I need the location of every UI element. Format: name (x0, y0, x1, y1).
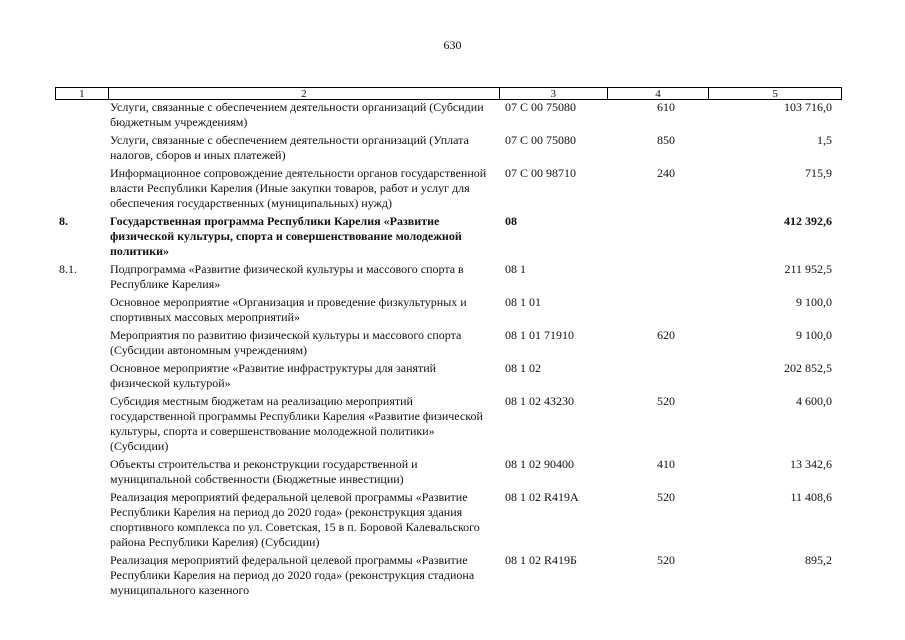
header-col-4: 4 (607, 88, 709, 99)
row-code: 07 С 00 98710 (505, 166, 577, 180)
row-name: Услуги, связанные с обеспечением деятельности организаций (Субсидии бюджетным учреждениям) (110, 100, 484, 129)
table-row (55, 490, 842, 550)
row-number (55, 361, 107, 391)
row-amount: 9 100,0 (796, 295, 832, 309)
row-expense-type: 410 (657, 457, 675, 471)
row-expense-type: 620 (657, 328, 675, 342)
row-number (55, 133, 107, 163)
row-amount: 11 408,6 (790, 490, 832, 504)
header-col-3: 3 (499, 88, 607, 99)
row-expense-type: 240 (657, 166, 675, 180)
table-row (55, 361, 842, 391)
header-col-2: 2 (108, 88, 499, 99)
row-code: 08 1 02 90400 (505, 457, 574, 471)
row-expense-type (607, 214, 709, 259)
row-name: Подпрограмма «Развитие физической культуры и массового спорта в Республике Карелия» (110, 262, 464, 291)
row-number (55, 100, 107, 130)
row-code: 08 1 01 (505, 295, 541, 309)
row-amount: 4 600,0 (796, 394, 832, 408)
row-expense-type: 610 (657, 100, 675, 114)
row-name: Государственная программа Республики Карелия «Развитие физической культуры, спорта и совершенствование молодежной политики» (110, 214, 462, 258)
row-code: 07 С 00 75080 (505, 133, 577, 147)
row-number (55, 328, 107, 358)
row-expense-type (607, 262, 709, 292)
table-row (55, 133, 842, 163)
row-expense-type (607, 295, 709, 325)
row-expense-type: 850 (657, 133, 675, 147)
table-row (55, 166, 842, 211)
row-name: Субсидия местным бюджетам на реализацию мероприятий государственной программы Республики Карелия «Развитие физической культуры, спорта и совершенствование молодежной политики» (Субсидии) (110, 394, 483, 453)
row-name: Мероприятия по развитию физической культуры и массового спорта (Субсидии автономным учреждениям) (110, 328, 462, 357)
row-name: Реализация мероприятий федеральной целевой программы «Развитие Республики Карелия на период до 2020 года» (реконструкция здания спортивного комплекса по ул. Советская, 15 в п. Боровой Калевальского района Республики Карелия) (Субсидии) (110, 490, 480, 549)
row-code: 08 1 (505, 262, 526, 276)
row-name: Объекты строительства и реконструкции государственной и муниципальной собственности (Бюджетные инвестиции) (110, 457, 418, 486)
table-row (55, 553, 842, 598)
row-number (55, 553, 107, 598)
row-code: 08 1 02 43230 (505, 394, 574, 408)
row-name: Реализация мероприятий федеральной целевой программы «Развитие Республики Карелия на период до 2020 года» (реконструкция стадиона муниципального казенного (110, 553, 475, 597)
row-code: 08 1 02 R419Б (505, 553, 577, 567)
row-number: 8. (59, 214, 68, 228)
row-name: Основное мероприятие «Организация и проведение физкультурных и спортивных массовых мероприятий» (110, 295, 467, 324)
row-name: Информационное сопровождение деятельности органов государственной власти Республики Карелия (Иные закупки товаров, работ и услуг для обеспечения государственных (муниципальных) нужд) (110, 166, 487, 210)
row-expense-type: 520 (657, 394, 675, 408)
row-amount: 715,9 (805, 166, 832, 180)
table-row (55, 328, 842, 358)
row-amount: 103 716,0 (784, 100, 832, 114)
table-row (55, 457, 842, 487)
row-number (55, 295, 107, 325)
table-header (55, 87, 842, 100)
row-amount: 202 852,5 (784, 361, 832, 375)
row-amount: 9 100,0 (796, 328, 832, 342)
row-name: Услуги, связанные с обеспечением деятельности организаций (Уплата налогов, сборов и иных платежей) (110, 133, 469, 162)
budget-table (55, 87, 842, 601)
row-number (55, 394, 107, 454)
row-code: 08 1 01 71910 (505, 328, 574, 342)
table-row (55, 394, 842, 454)
row-code: 08 1 02 (505, 361, 541, 375)
row-number (55, 490, 107, 550)
row-amount: 211 952,5 (784, 262, 832, 276)
row-number (55, 166, 107, 211)
row-code: 08 (505, 214, 517, 228)
row-amount: 1,5 (817, 133, 832, 147)
row-code: 08 1 02 R419А (505, 490, 579, 504)
table-row (55, 100, 842, 130)
row-amount: 13 342,6 (790, 457, 832, 471)
row-expense-type (607, 361, 709, 391)
header-col-5: 5 (708, 88, 841, 99)
row-name: Основное мероприятие «Развитие инфраструктуры для занятий физической культурой» (110, 361, 437, 390)
header-col-1: 1 (79, 88, 85, 100)
row-expense-type: 520 (657, 490, 675, 504)
row-number: 8.1. (59, 262, 77, 276)
row-amount: 412 392,6 (784, 214, 832, 228)
table-row (55, 262, 842, 292)
table-body (55, 100, 842, 598)
row-number (55, 457, 107, 487)
table-row (55, 214, 842, 259)
row-expense-type: 520 (657, 553, 675, 567)
row-code: 07 С 00 75080 (505, 100, 577, 114)
row-amount: 895,2 (805, 553, 832, 567)
page-number: 630 (443, 38, 462, 52)
table-row (55, 295, 842, 325)
